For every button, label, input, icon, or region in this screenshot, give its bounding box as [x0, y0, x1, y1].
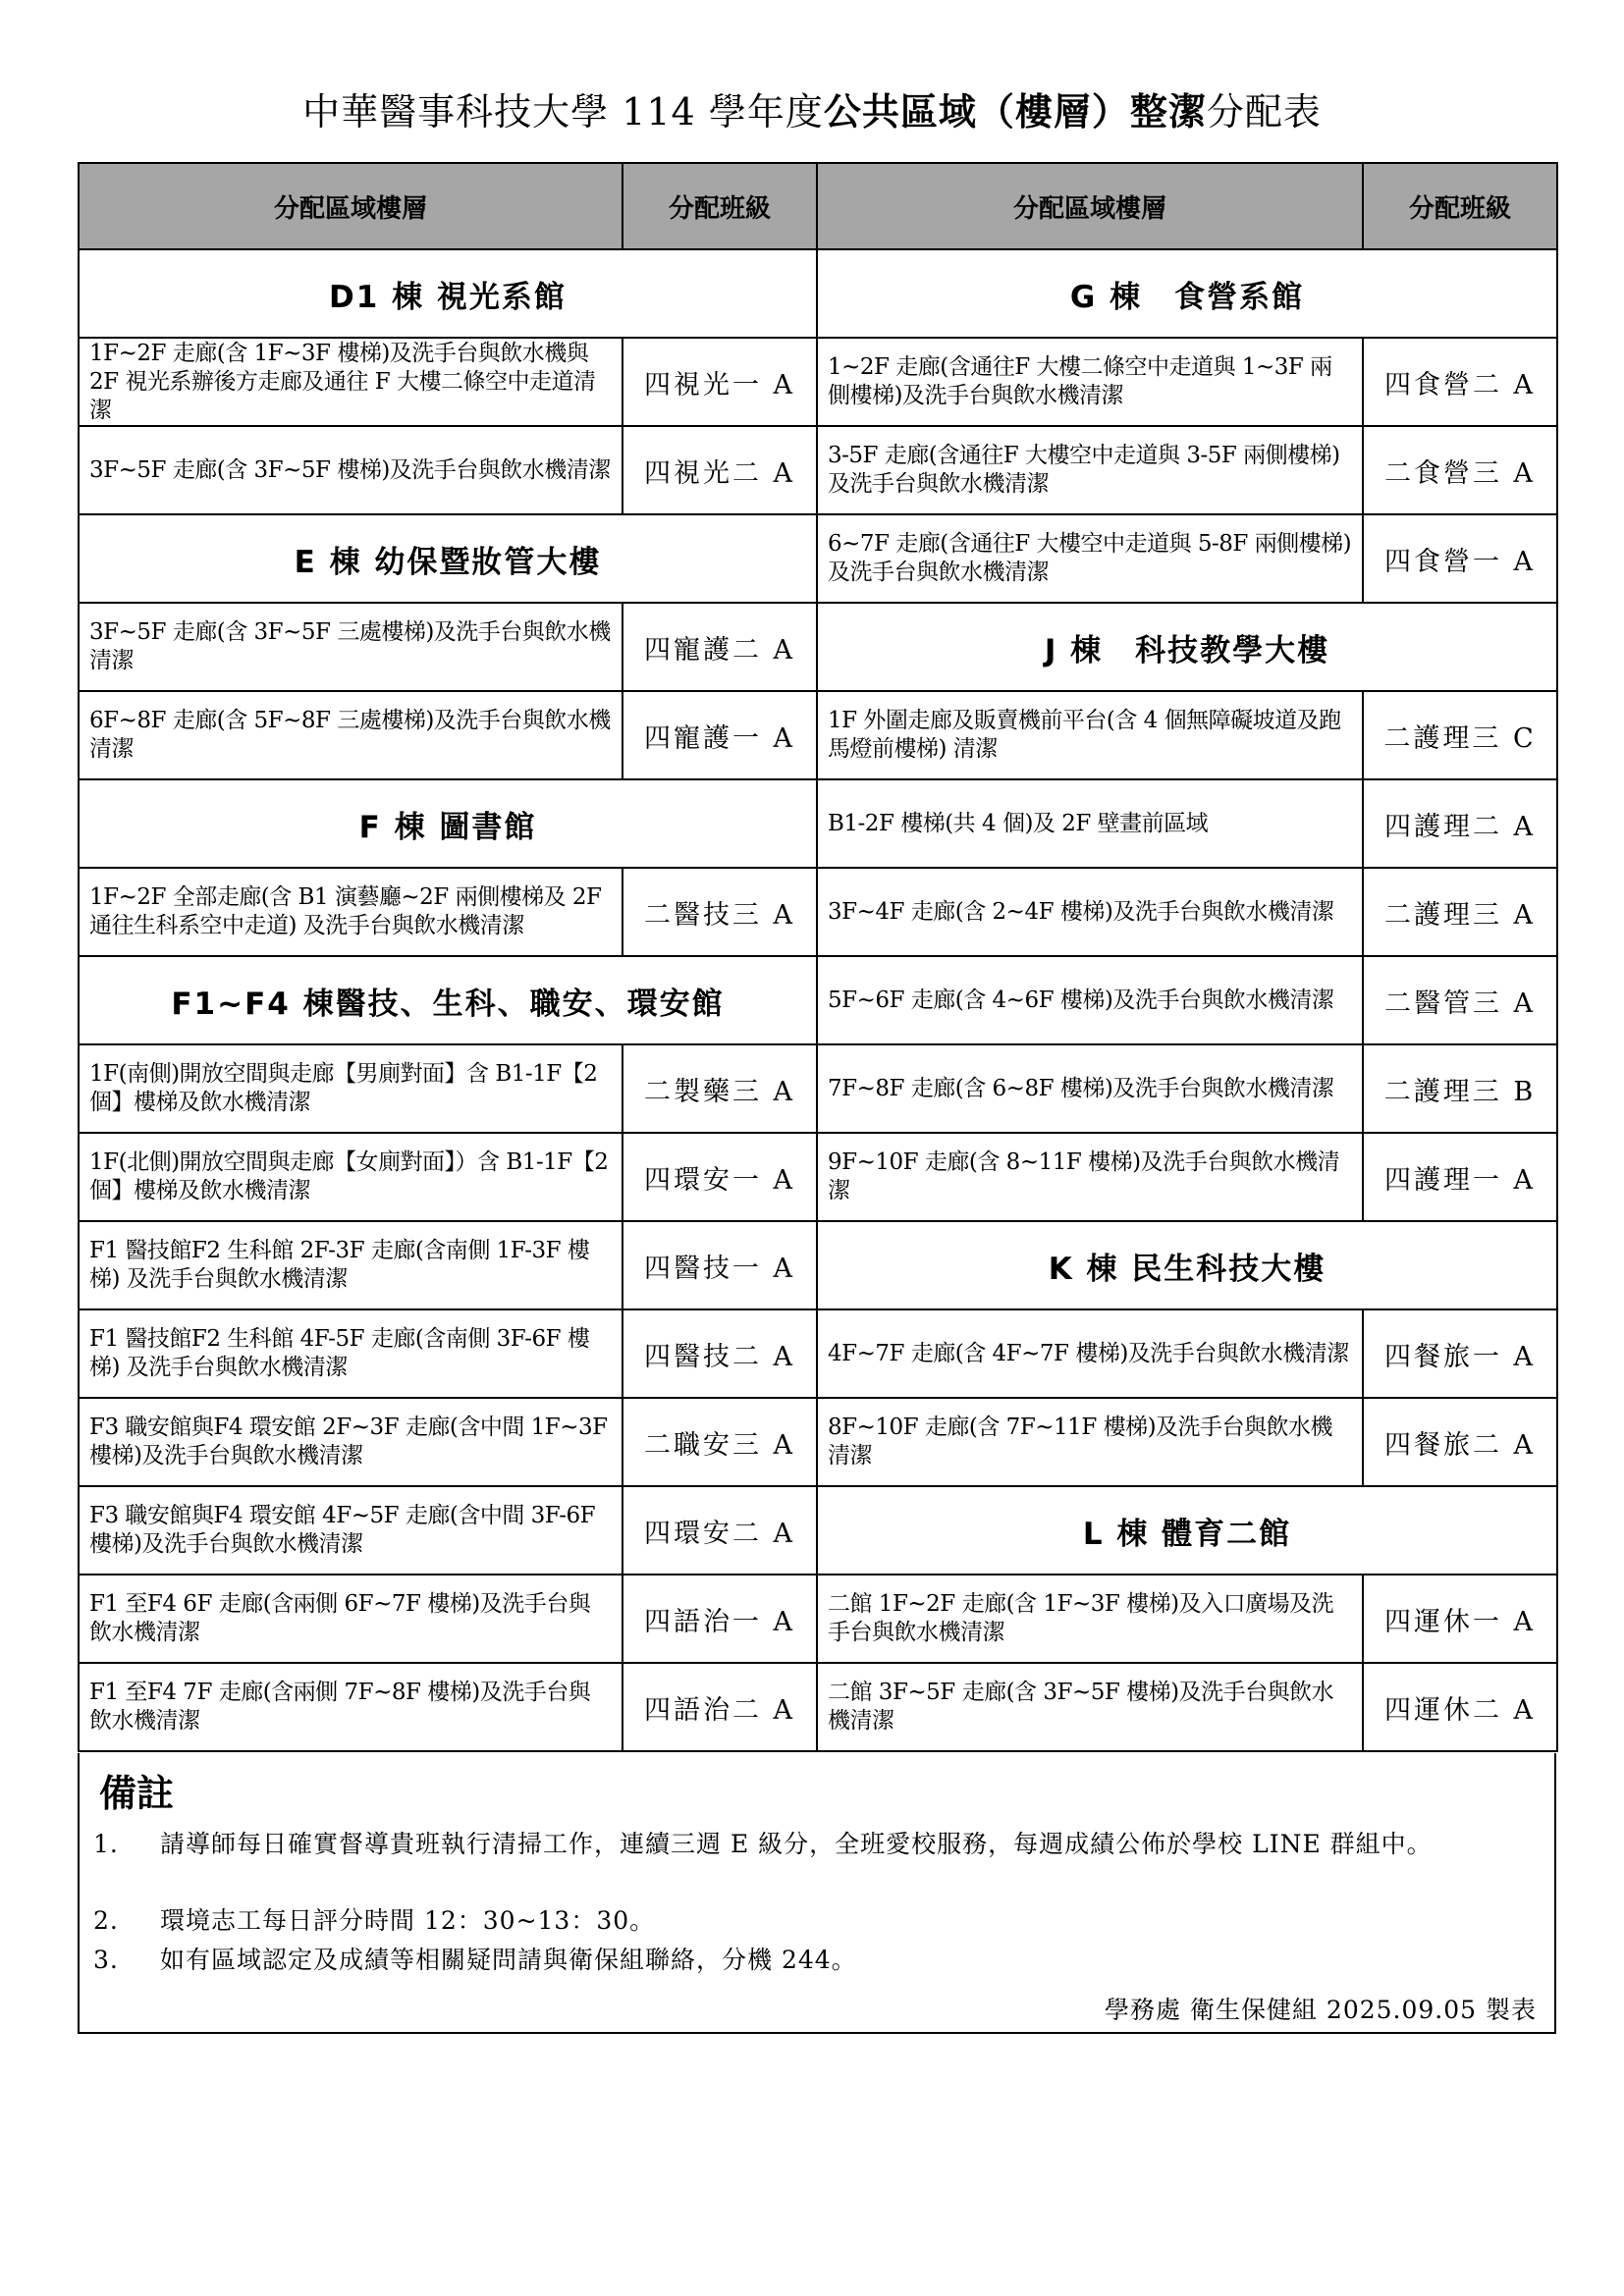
notes-box	[78, 1753, 1556, 2034]
table-row	[79, 779, 1557, 868]
table-row	[79, 956, 1557, 1044]
class-cell: 四食營一 A	[1363, 514, 1557, 603]
area-cell: 6F~8F 走廊(含 5F~8F 三處樓梯)及洗手台與飲水機清潔	[79, 691, 623, 779]
class-cell: 四醫技一 A	[623, 1221, 817, 1309]
page-title	[0, 82, 1624, 141]
area-cell: 3F~5F 走廊(含 3F~5F 三處樓梯)及洗手台與飲水機清潔	[79, 603, 623, 691]
area-cell: F1 醫技館F2 生科館 2F-3F 走廊(含南側 1F-3F 樓梯) 及洗手台與飲水機清潔	[79, 1221, 623, 1309]
header-class-right: 分配班級	[1363, 163, 1557, 249]
area-cell: 1F(南側)開放空間與走廊【男廁對面】含 B1-1F【2 個】樓梯及飲水機清潔	[79, 1044, 623, 1133]
area-cell: 7F~8F 走廊(含 6~8F 樓梯)及洗手台與飲水機清潔	[817, 1044, 1363, 1133]
class-cell: 四環安一 A	[623, 1133, 817, 1221]
class-cell: 四語治二 A	[623, 1663, 817, 1751]
class-cell: 四醫技二 A	[623, 1309, 817, 1398]
building-d1: D1 棟 視光系館	[79, 249, 817, 338]
area-cell: B1-2F 樓梯(共 4 個)及 2F 壁畫前區域	[817, 779, 1363, 868]
table-row	[79, 426, 1557, 514]
class-cell: 二職安三 A	[623, 1398, 817, 1486]
building-f: F 棟 圖書館	[79, 779, 817, 868]
class-cell: 四餐旅二 A	[1363, 1398, 1557, 1486]
class-cell: 四運休一 A	[1363, 1575, 1557, 1663]
class-cell: 四寵護一 A	[623, 691, 817, 779]
area-cell: 二館 1F~2F 走廊(含 1F~3F 樓梯)及入口廣場及洗手台與飲水機清潔	[817, 1575, 1363, 1663]
area-cell: 6~7F 走廊(含通往F 大樓空中走道與 5-8F 兩側樓梯)及洗手台與飲水機清潔	[817, 514, 1363, 603]
header-class-left: 分配班級	[623, 163, 817, 249]
class-cell: 二護理三 C	[1363, 691, 1557, 779]
note-item	[93, 1826, 1537, 1863]
building-f1-f4: F1~F4 棟醫技、生科、職安、環安館	[79, 956, 817, 1044]
class-cell: 四護理一 A	[1363, 1133, 1557, 1221]
building-j: J 棟 科技教學大樓	[817, 603, 1557, 691]
table-row	[79, 1486, 1557, 1575]
footer-credit: 學務處 衛生保健組 2025.09.05 製表	[1105, 1996, 1537, 2024]
class-cell: 二醫技三 A	[623, 868, 817, 956]
table-row	[79, 1044, 1557, 1133]
notes-title: 備註	[99, 1772, 175, 1815]
class-cell: 四食營二 A	[1363, 338, 1557, 426]
area-cell: 5F~6F 走廊(含 4~6F 樓梯)及洗手台與飲水機清潔	[817, 956, 1363, 1044]
area-cell: F3 職安館與F4 環安館 4F~5F 走廊(含中間 3F-6F 樓梯)及洗手台與飲水機清潔	[79, 1486, 623, 1575]
area-cell: F1 至F4 7F 走廊(含兩側 7F~8F 樓梯)及洗手台與飲水機清潔	[79, 1663, 623, 1751]
table-row	[79, 1663, 1557, 1751]
building-e: E 棟 幼保暨妝管大樓	[79, 514, 817, 603]
table-row	[79, 514, 1557, 603]
class-cell: 四護理二 A	[1363, 779, 1557, 868]
title-part-3: 分配表	[1206, 90, 1322, 133]
table-row	[79, 1133, 1557, 1221]
area-cell: 1F~2F 全部走廊(含 B1 演藝廳~2F 兩側樓梯及 2F 通往生科系空中走道) 及洗手台與飲水機清潔	[79, 868, 623, 956]
note-text: 如有區域認定及成績等相關疑問請與衛保組聯絡，分機 244。	[160, 1946, 857, 1974]
area-cell: 1F 外圍走廊及販賣機前平台(含 4 個無障礙坡道及跑馬燈前樓梯) 清潔	[817, 691, 1363, 779]
title-part-2: 公共區域（樓層）整潔	[823, 90, 1207, 133]
table-row	[79, 1221, 1557, 1309]
class-cell: 二食營三 A	[1363, 426, 1557, 514]
area-cell: 3-5F 走廊(含通往F 大樓空中走道與 3-5F 兩側樓梯)及洗手台與飲水機清潔	[817, 426, 1363, 514]
header-area-right: 分配區域樓層	[817, 163, 1363, 249]
note-number: 2.	[93, 1906, 119, 1935]
area-cell: 9F~10F 走廊(含 8~11F 樓梯)及洗手台與飲水機清潔	[817, 1133, 1363, 1221]
area-cell: 8F~10F 走廊(含 7F~11F 樓梯)及洗手台與飲水機清潔	[817, 1398, 1363, 1486]
note-number: 3.	[93, 1946, 119, 1974]
class-cell: 四環安二 A	[623, 1486, 817, 1575]
class-cell: 二製藥三 A	[623, 1044, 817, 1133]
table-row	[79, 249, 1557, 338]
note-number: 1.	[93, 1830, 119, 1858]
table-row	[79, 338, 1557, 426]
area-cell: F1 醫技館F2 生科館 4F-5F 走廊(含南側 3F-6F 樓梯) 及洗手台與飲水機清潔	[79, 1309, 623, 1398]
class-cell: 四餐旅一 A	[1363, 1309, 1557, 1398]
class-cell: 二護理三 A	[1363, 868, 1557, 956]
table-row	[79, 1398, 1557, 1486]
class-cell: 二醫管三 A	[1363, 956, 1557, 1044]
area-cell: F3 職安館與F4 環安館 2F~3F 走廊(含中間 1F~3F 樓梯)及洗手台與飲水機清潔	[79, 1398, 623, 1486]
allocation-table	[78, 162, 1558, 1752]
title-part-1: 中華醫事科技大學 114 學年度	[302, 90, 824, 133]
table-row	[79, 603, 1557, 691]
note-text: 請導師每日確實督導貴班執行清掃工作，連續三週 E 級分，全班愛校服務，每週成績公佈於學校 LINE 群組中。	[160, 1830, 1433, 1858]
note-item	[93, 1902, 1537, 1940]
area-cell: 3F~4F 走廊(含 2~4F 樓梯)及洗手台與飲水機清潔	[817, 868, 1363, 956]
area-cell: 1F(北側)開放空間與走廊【女廁對面】）含 B1-1F【2 個】樓梯及飲水機清潔	[79, 1133, 623, 1221]
header-area-left: 分配區域樓層	[79, 163, 623, 249]
header-row	[79, 163, 1557, 249]
area-cell: 1F~2F 走廊(含 1F~3F 樓梯)及洗手台與飲水機與 2F 視光系辦後方走廊及通往 F 大樓二條空中走道清潔	[79, 338, 623, 426]
class-cell: 二護理三 B	[1363, 1044, 1557, 1133]
area-cell: 1~2F 走廊(含通往F 大樓二條空中走道與 1~3F 兩側樓梯)及洗手台與飲水機清潔	[817, 338, 1363, 426]
note-text: 環境志工每日評分時間 12：30~13：30。	[160, 1906, 656, 1935]
class-cell: 四語治一 A	[623, 1575, 817, 1663]
area-cell: 4F~7F 走廊(含 4F~7F 樓梯)及洗手台與飲水機清潔	[817, 1309, 1363, 1398]
class-cell: 四運休二 A	[1363, 1663, 1557, 1751]
table-row	[79, 1575, 1557, 1663]
table-row	[79, 1309, 1557, 1398]
building-g: G 棟 食營系館	[817, 249, 1557, 338]
class-cell: 四視光一 A	[623, 338, 817, 426]
area-cell: 3F~5F 走廊(含 3F~5F 樓梯)及洗手台與飲水機清潔	[79, 426, 623, 514]
area-cell: F1 至F4 6F 走廊(含兩側 6F~7F 樓梯)及洗手台與飲水機清潔	[79, 1575, 623, 1663]
building-l: L 棟 體育二館	[817, 1486, 1557, 1575]
table-row	[79, 868, 1557, 956]
building-k: K 棟 民生科技大樓	[817, 1221, 1557, 1309]
class-cell: 四寵護二 A	[623, 603, 817, 691]
table-row	[79, 691, 1557, 779]
note-item	[93, 1942, 1537, 1979]
class-cell: 四視光二 A	[623, 426, 817, 514]
area-cell: 二館 3F~5F 走廊(含 3F~5F 樓梯)及洗手台與飲水機清潔	[817, 1663, 1363, 1751]
